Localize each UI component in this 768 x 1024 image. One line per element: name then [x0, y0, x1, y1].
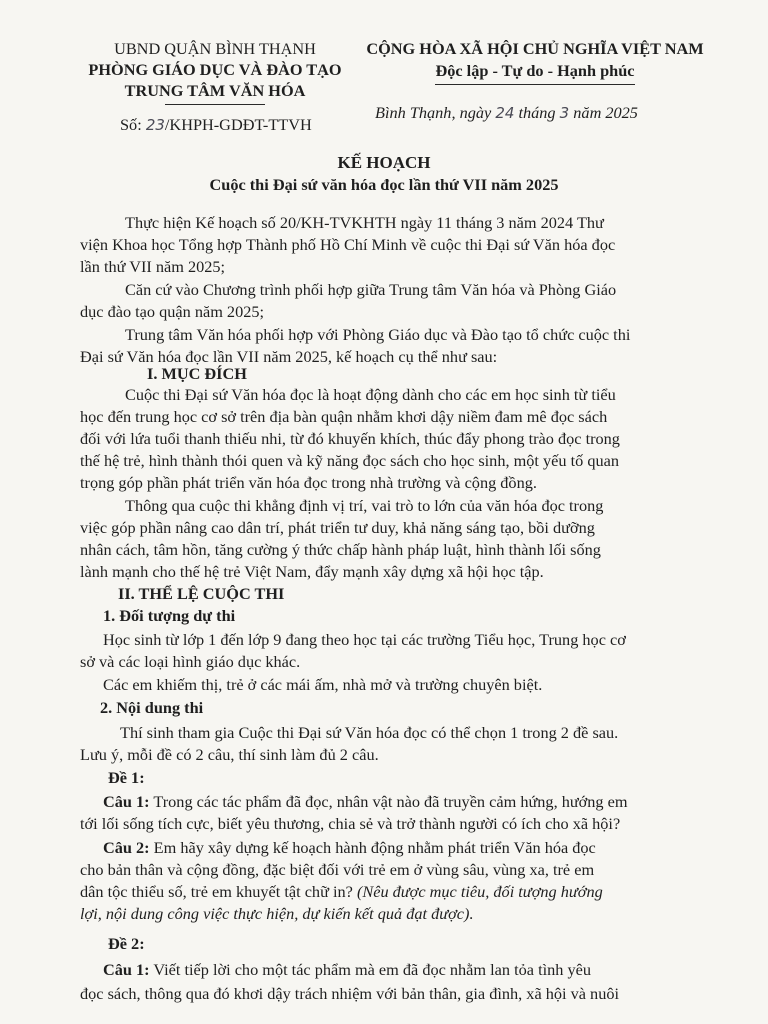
body-line: cho bản thân và cộng đồng, đặc biệt đối với trẻ em ở vùng sâu, vùng xa, trẻ em	[80, 860, 595, 879]
body-line: Thông qua cuộc thi khẳng định vị trí, vai trò to lớn của văn hóa đọc trong	[125, 496, 604, 515]
agency-name-line3: TRUNG TÂM VĂN HÓA	[124, 81, 306, 100]
header-left-rule	[165, 104, 265, 105]
body-line: dục đào tạo quận năm 2025;	[80, 302, 265, 321]
place-date	[375, 102, 638, 124]
document-number-prefix: Số:	[120, 115, 142, 134]
document-number	[120, 114, 312, 136]
body-line: Đại sứ Văn hóa đọc lần VII năm 2025, kế hoạch cụ thể như sau:	[80, 347, 498, 366]
document-subtitle: Cuộc thi Đại sứ văn hóa đọc lần thứ VII năm 2025	[209, 175, 559, 194]
body-line: đối với lứa tuổi thanh thiếu nhi, từ đó khuyến khích, thúc đẩy phong trào đọc trong	[80, 429, 620, 448]
body-line: Học sinh từ lớp 1 đến lớp 9 đang theo học tại các trường Tiểu học, Trung học cơ	[103, 630, 626, 649]
body-line: Thí sinh tham gia Cuộc thi Đại sứ Văn hóa đọc có thể chọn 1 trong 2 đề sau.	[120, 723, 619, 742]
body-line	[103, 791, 628, 813]
body-line: Thực hiện Kế hoạch số 20/KH-TVKHTH ngày 11 tháng 3 năm 2024 Thư	[125, 213, 604, 232]
body-line	[103, 959, 591, 981]
question-label: Câu 2:	[103, 838, 150, 857]
place-date-prefix: Bình Thạnh, ngày	[375, 103, 492, 122]
national-title: CỘNG HÒA XÃ HỘI CHỦ NGHĨA VIỆT NAM	[366, 39, 704, 58]
national-motto: Độc lập - Tự do - Hạnh phúc	[435, 61, 635, 80]
body-line: Căn cứ vào Chương trình phối hợp giữa Trung tâm Văn hóa và Phòng Giáo	[125, 280, 617, 299]
question-note: (Nêu được mục tiêu, đối tượng hướng	[356, 882, 603, 901]
document-number-value: 23	[145, 116, 165, 134]
subsection-heading-2-1: 1. Đối tượng dự thi	[103, 606, 236, 625]
body-line: Cuộc thi Đại sứ Văn hóa đọc là hoạt động dành cho các em học sinh từ tiểu	[125, 385, 616, 404]
subsection-heading-2-2: 2. Nội dung thi	[100, 698, 204, 717]
body-line: đọc sách, thông qua đó khơi dậy trách nhiệm với bản thân, gia đình, xã hội và nuôi	[80, 984, 620, 1003]
body-line	[80, 881, 603, 903]
agency-name-line2: PHÒNG GIÁO DỤC VÀ ĐÀO TẠO	[88, 60, 342, 79]
date-year: năm 2025	[573, 103, 638, 122]
question-label: Câu 1:	[103, 960, 150, 979]
section-heading-1: I. MỤC ĐÍCH	[147, 364, 247, 383]
body-line: Trung tâm Văn hóa phối hợp với Phòng Giáo dục và Đào tạo tổ chức cuộc thi	[125, 325, 631, 344]
body-line: học đến trung học cơ sở trên địa bàn quận nhằm khơi dậy niềm đam mê đọc sách	[80, 407, 608, 426]
question-text: dân tộc thiểu số, trẻ em khuyết tật chữ in?	[80, 882, 357, 901]
exam-heading-1: Đề 1:	[108, 768, 145, 787]
date-day: 24	[495, 104, 515, 122]
body-line: lành mạnh cho thế hệ trẻ Việt Nam, đẩy mạnh xây dựng xã hội học tập.	[80, 562, 544, 581]
body-line: lợi, nội dung công việc thực hiện, dự kiến kết quả đạt được).	[80, 904, 474, 923]
body-line: Lưu ý, mỗi đề có 2 câu, thí sinh làm đủ 2 câu.	[80, 745, 379, 764]
body-line: việc góp phần nâng cao dân trí, phát triển tư duy, khả năng sáng tạo, bồi dưỡng	[80, 518, 595, 537]
body-line: sở và các loại hình giáo dục khác.	[80, 652, 301, 671]
document-number-suffix: /KHPH-GDĐT-TTVH	[164, 115, 312, 134]
question-text: Em hãy xây dựng kế hoạch hành động nhằm phát triển Văn hóa đọc	[149, 838, 596, 857]
body-line: tới lối sống tích cực, biết yêu thương, chia sẻ và trở thành người có ích cho xã hội?	[80, 814, 621, 833]
body-line: viện Khoa học Tổng hợp Thành phố Hồ Chí Minh về cuộc thi Đại sứ Văn hóa đọc	[80, 235, 616, 254]
header-right-rule	[435, 84, 635, 85]
question-label: Câu 1:	[103, 792, 150, 811]
body-line: trọng góp phần phát triển văn hóa đọc trong nhà trường và cộng đồng.	[80, 473, 537, 492]
body-line: lần thứ VII năm 2025;	[80, 257, 226, 276]
date-month-label: tháng	[518, 103, 556, 122]
question-text: Viết tiếp lời cho một tác phẩm mà em đã đọc nhằm lan tỏa tình yêu	[149, 960, 591, 979]
question-text: Trong các tác phẩm đã đọc, nhân vật nào đã truyền cảm hứng, hướng em	[149, 792, 628, 811]
body-line: nhân cách, tâm hồn, tăng cường ý thức chấp hành pháp luật, hình thành lối sống	[80, 540, 601, 559]
body-line: Các em khiếm thị, trẻ ở các mái ấm, nhà mở và trường chuyên biệt.	[103, 675, 543, 694]
document-title: KẾ HOẠCH	[337, 153, 431, 172]
exam-heading-2: Đề 2:	[108, 934, 145, 953]
body-line	[103, 837, 596, 859]
agency-name-line1: UBND QUẬN BÌNH THẠNH	[114, 39, 316, 58]
section-heading-2: II. THỂ LỆ CUỘC THI	[118, 584, 285, 603]
date-month: 3	[559, 104, 570, 122]
body-line: thế hệ trẻ, hình thành thói quen và kỹ năng đọc sách cho học sinh, một yếu tố quan	[80, 451, 619, 470]
